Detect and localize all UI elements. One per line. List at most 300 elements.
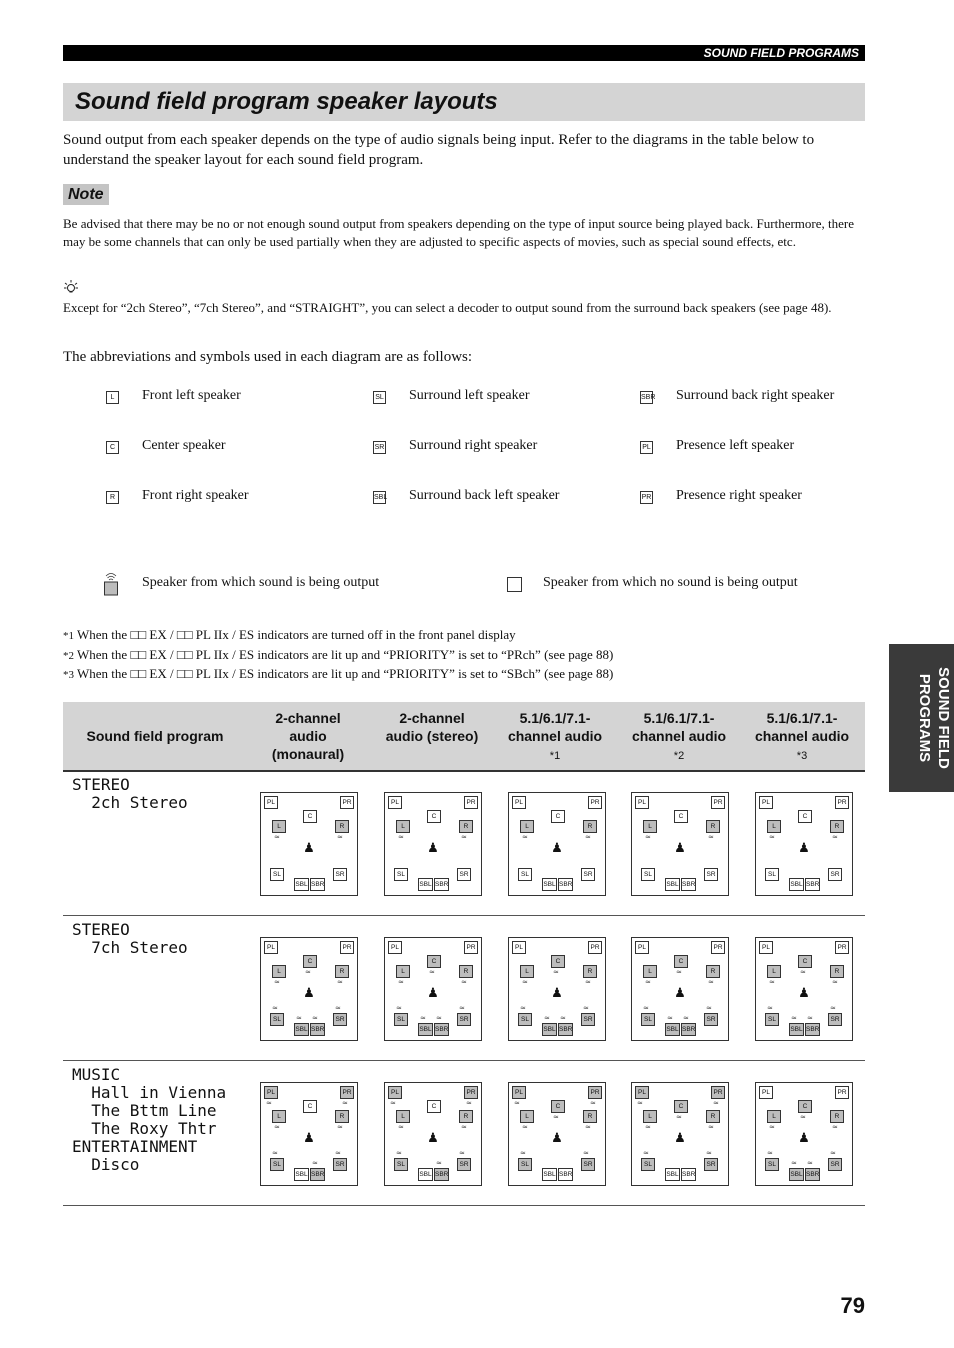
speaker-diagram [384, 792, 482, 896]
sound-wave-icon: ≈ [461, 833, 467, 841]
speaker-pr: PR [711, 796, 725, 809]
speaker-sbl: SBL [789, 1168, 804, 1181]
sound-wave-icon: ≈ [337, 1123, 343, 1131]
footnote-mark: *3 [63, 669, 74, 681]
footnote-1 [63, 626, 843, 645]
sound-wave-icon: ≈ [420, 1014, 426, 1022]
sound-wave-icon: ≈ [769, 1123, 775, 1131]
speaker-sl: SL [641, 1013, 655, 1026]
speaker-c: C [303, 810, 317, 823]
sound-wave-icon: ≈ [461, 1123, 467, 1131]
speaker-sbl: SBL [665, 1023, 680, 1036]
header-multi-1 [500, 709, 610, 765]
sound-wave-icon: ≈ [800, 1113, 806, 1121]
row-divider [63, 915, 865, 916]
speaker-l: L [396, 965, 410, 978]
header-multi-2-mark: *2 [673, 750, 685, 762]
speaker-c: C [551, 810, 565, 823]
speaker-sbr: SBR [434, 1023, 449, 1036]
sound-wave-icon: ≈ [337, 978, 343, 986]
section-label: SOUND FIELD PROGRAMS [703, 46, 859, 60]
speaker-r: R [335, 820, 349, 833]
sound-wave-icon: ≈ [645, 978, 651, 986]
header-multi-3-text: 5.1/6.1/7.1-channel audio [754, 710, 850, 744]
listener-icon: ♟ [674, 1131, 686, 1146]
abbrev-intro: The abbreviations and symbols used in each diagram are as follows: [63, 349, 473, 365]
intro-paragraph: Sound output from each speaker depends on the type of audio signals being input. Refer to the diagrams in the table below to understand the speaker layout for each sound field program. [63, 132, 815, 168]
speaker-sbr: SBR [558, 878, 573, 891]
sound-wave-icon: ≈ [296, 1014, 302, 1022]
sound-wave-icon: ≈ [522, 1123, 528, 1131]
speaker-pl: PL [635, 941, 649, 954]
speaker-sbl: SBL [294, 878, 309, 891]
speaker-c: C [674, 955, 688, 968]
sound-wave-icon: ≈ [544, 1014, 550, 1022]
side-tab-line2: PROGRAMS [916, 673, 933, 763]
speaker-c: C [798, 955, 812, 968]
speaker-sbr: SBR [434, 878, 449, 891]
program-name-line: STEREO [72, 775, 130, 794]
legend-abbr-sbl: SBL [373, 491, 386, 504]
speaker-l: L [520, 1110, 534, 1123]
speaker-r: R [830, 965, 844, 978]
speaker-pr: PR [464, 1086, 478, 1099]
sound-wave-icon: ≈ [520, 1004, 526, 1012]
speaker-sbr: SBR [434, 1168, 449, 1181]
speaker-sbl: SBL [542, 1023, 557, 1036]
header-multi-3-mark: *3 [796, 750, 808, 762]
speaker-pl: PL [388, 1086, 402, 1099]
speaker-diagram [755, 937, 853, 1041]
speaker-c: C [674, 810, 688, 823]
speaker-sr: SR [828, 1013, 842, 1026]
speaker-sbr: SBR [558, 1168, 573, 1181]
speaker-sbr: SBR [310, 1023, 325, 1036]
speaker-pl: PL [512, 941, 526, 954]
sound-wave-icon: ≈ [800, 968, 806, 976]
sound-wave-icon: ≈ [461, 978, 467, 986]
program-name-line: The Roxy Thtr [72, 1119, 217, 1138]
program-name-line: The Bttm Line [72, 1101, 217, 1120]
speaker-l: L [396, 1110, 410, 1123]
sound-wave-icon: ≈ [436, 1014, 442, 1022]
legend-abbr-r: R [106, 491, 119, 504]
sound-wave-icon: ≈ [643, 1149, 649, 1157]
sound-wave-icon: ≈ [791, 1159, 797, 1167]
speaker-sl: SL [394, 1158, 408, 1171]
speaker-sbr: SBR [310, 878, 325, 891]
speaker-sr: SR [704, 1013, 718, 1026]
speaker-pl: PL [759, 941, 773, 954]
speaker-r: R [583, 1110, 597, 1123]
header-stereo: 2-channel audio (stereo) [385, 710, 479, 744]
speaker-sl: SL [765, 1013, 779, 1026]
sound-wave-icon: ≈ [807, 1014, 813, 1022]
speaker-pr: PR [464, 941, 478, 954]
speaker-sr: SR [333, 1158, 347, 1171]
speaker-pl: PL [264, 796, 278, 809]
sound-wave-icon: ≈ [583, 1149, 589, 1157]
speaker-l: L [643, 965, 657, 978]
footnote-mark: *2 [63, 650, 74, 662]
speaker-sbl: SBL [418, 878, 433, 891]
speaker-diagram [508, 937, 606, 1041]
sound-wave-icon: ≈ [398, 1123, 404, 1131]
footnote-2 [63, 646, 843, 665]
speaker-r: R [459, 820, 473, 833]
speaker-pr: PR [464, 796, 478, 809]
listener-icon: ♟ [551, 841, 563, 856]
sound-wave-icon: ≈ [645, 1123, 651, 1131]
sound-wave-icon: ≈ [667, 1014, 673, 1022]
speaker-sr: SR [333, 868, 347, 881]
speaker-r: R [706, 965, 720, 978]
speaker-diagram [260, 792, 358, 896]
speaker-sbr: SBR [681, 878, 696, 891]
legend-abbr-sbr: SBR [640, 391, 653, 404]
sound-wave-icon: ≈ [335, 1004, 341, 1012]
speaker-sbr: SBR [681, 1023, 696, 1036]
speaker-r: R [830, 820, 844, 833]
sound-wave-icon: ≈ [274, 833, 280, 841]
header-multi-2-text: 5.1/6.1/7.1-channel audio [631, 710, 727, 744]
note-text: Be advised that there may be no or not enough sound output from speakers depending on the type of input source being played back. Furthermore, there may be some channels that can only be used partially when they are adjusted to specific aspects of movies, such as special sound effects, etc. [63, 216, 854, 249]
speaker-r: R [830, 1110, 844, 1123]
speaker-pl: PL [759, 1086, 773, 1099]
row-divider [63, 1060, 865, 1061]
program-name-line: Disco [72, 1155, 140, 1174]
listener-icon: ♟ [427, 986, 439, 1001]
sound-wave-icon: ≈ [807, 1159, 813, 1167]
sound-wave-icon: ≈ [708, 978, 714, 986]
sound-wave-icon: ≈ [585, 978, 591, 986]
speaker-sbr: SBR [558, 1023, 573, 1036]
speaker-diagram [508, 1082, 606, 1186]
listener-icon: ♟ [427, 1131, 439, 1146]
sound-wave-icon: ≈ [832, 1123, 838, 1131]
sound-wave-icon: ≈ [396, 1149, 402, 1157]
program-name [72, 1066, 226, 1174]
sound-wave-icon: ≈ [585, 833, 591, 841]
sound-wave-icon: ≈ [429, 968, 435, 976]
speaker-sbr: SBR [310, 1168, 325, 1181]
speaker-c: C [303, 1100, 317, 1113]
speaker-diagram [260, 937, 358, 1041]
speaker-c: C [798, 810, 812, 823]
listener-icon: ♟ [798, 841, 810, 856]
tip-text: Except for “2ch Stereo”, “7ch Stereo”, and “STRAIGHT”, you can select a decoder to output sound from the surround back speakers (see page 48). [63, 300, 832, 315]
sound-wave-icon: ≈ [767, 1004, 773, 1012]
sound-wave-icon: ≈ [645, 833, 651, 841]
speaker-sbl: SBL [418, 1168, 433, 1181]
speaker-r: R [335, 1110, 349, 1123]
page-title: Sound field program speaker layouts [75, 88, 498, 115]
legend-label-sl: Surround left speaker [409, 388, 530, 403]
sound-wave-icon: ≈ [585, 1123, 591, 1131]
speaker-sl: SL [765, 1158, 779, 1171]
legend-label-sr: Surround right speaker [409, 438, 538, 453]
program-name-line: ENTERTAINMENT [72, 1137, 198, 1156]
speaker-pr: PR [588, 796, 602, 809]
speaker-r: R [583, 820, 597, 833]
row-divider [63, 1205, 865, 1206]
sound-wave-icon: ≈ [335, 1149, 341, 1157]
legend-abbr-sr: SR [373, 441, 386, 454]
speaker-diagram [384, 1082, 482, 1186]
speaker-c: C [427, 810, 441, 823]
speaker-l: L [396, 820, 410, 833]
speaker-pl: PL [388, 796, 402, 809]
speaker-sr: SR [333, 1013, 347, 1026]
speaker-c: C [427, 955, 441, 968]
header-program: Sound field program [86, 728, 224, 744]
speaker-r: R [459, 1110, 473, 1123]
sound-wave-icon: ≈ [637, 1099, 643, 1107]
sound-wave-icon: ≈ [466, 1099, 472, 1107]
speaker-pl: PL [264, 1086, 278, 1099]
speaker-l: L [643, 820, 657, 833]
speaker-l: L [272, 1110, 286, 1123]
speaker-r: R [706, 820, 720, 833]
speaker-sl: SL [270, 1013, 284, 1026]
legend-label-sbr: Surround back right speaker [676, 388, 835, 403]
page-title-box [63, 83, 865, 121]
sound-wave-icon: ≈ [459, 1004, 465, 1012]
listener-icon: ♟ [798, 986, 810, 1001]
speaker-sl: SL [641, 868, 655, 881]
sound-wave-icon: ≈ [266, 1099, 272, 1107]
speaker-pl: PL [759, 796, 773, 809]
speaker-c: C [674, 1100, 688, 1113]
legend-label-c: Center speaker [142, 438, 226, 453]
legend-abbr-l: L [106, 391, 119, 404]
sound-wave-icon: ≈ [398, 833, 404, 841]
speaker-off-symbol [507, 577, 522, 592]
page-number: 79 [840, 1293, 865, 1318]
sound-wave-icon: ≈ [590, 1099, 596, 1107]
speaker-diagram [755, 792, 853, 896]
speaker-sl: SL [765, 868, 779, 881]
speaker-sr: SR [828, 1158, 842, 1171]
sound-wave-icon: ≈ [436, 1159, 442, 1167]
sound-wave-icon: ≈ [713, 1099, 719, 1107]
listener-icon: ♟ [674, 841, 686, 856]
sound-wave-icon: ≈ [830, 1149, 836, 1157]
listener-icon: ♟ [798, 1131, 810, 1146]
speaker-off-label: Speaker from which no sound is being output [543, 575, 798, 590]
speaker-sbl: SBL [294, 1023, 309, 1036]
sound-wave-icon: ≈ [396, 1004, 402, 1012]
speaker-r: R [335, 965, 349, 978]
sound-wave-icon: ≈ [514, 1099, 520, 1107]
speaker-c: C [303, 955, 317, 968]
speaker-sr: SR [704, 1158, 718, 1171]
footnote-text: When the □□ EX / □□ PL IIx / ES indicators are lit up and “PRIORITY” is set to “PRch” (see page 88) [77, 647, 614, 662]
listener-icon: ♟ [303, 1131, 315, 1146]
speaker-l: L [767, 820, 781, 833]
speaker-sbr: SBR [805, 1023, 820, 1036]
speaker-l: L [643, 1110, 657, 1123]
header-multi-2 [624, 709, 734, 765]
speaker-sr: SR [704, 868, 718, 881]
speaker-sbl: SBL [294, 1168, 309, 1181]
section-side-tab [889, 644, 954, 792]
legend-abbr-pr: PR [640, 491, 653, 504]
legend-abbr-c: C [106, 441, 119, 454]
program-name-line: 7ch Stereo [72, 938, 188, 957]
sound-wave-icon: ≈ [390, 1099, 396, 1107]
speaker-sr: SR [828, 868, 842, 881]
header-multi-3 [747, 709, 857, 765]
section-header-bar [63, 45, 865, 61]
footnote-3 [63, 665, 843, 684]
speaker-sl: SL [270, 868, 284, 881]
speaker-r: R [706, 1110, 720, 1123]
legend-label-sbl: Surround back left speaker [409, 488, 560, 503]
listener-icon: ♟ [551, 986, 563, 1001]
speaker-diagram [631, 792, 729, 896]
speaker-diagram [631, 1082, 729, 1186]
sound-wave-icon: ≈ [342, 1099, 348, 1107]
sound-wave-icon: ≈ [676, 1113, 682, 1121]
side-tab-line1: SOUND FIELD [935, 667, 952, 769]
sound-wave-icon: ≈ [769, 978, 775, 986]
speaker-l: L [272, 965, 286, 978]
speaker-sbl: SBL [789, 1023, 804, 1036]
speaker-sr: SR [581, 1013, 595, 1026]
sound-wave-icon: ≈ [832, 978, 838, 986]
speaker-c: C [427, 1100, 441, 1113]
speaker-sbl: SBL [789, 878, 804, 891]
sound-wave-icon: ≈ [522, 978, 528, 986]
sound-wave-icon: ≈ [274, 1123, 280, 1131]
listener-icon: ♟ [303, 986, 315, 1001]
sound-wave-icon: ≈ [560, 1014, 566, 1022]
speaker-r: R [459, 965, 473, 978]
speaker-sbr: SBR [805, 1168, 820, 1181]
speaker-c: C [798, 1100, 812, 1113]
speaker-pr: PR [711, 941, 725, 954]
speaker-c: C [551, 955, 565, 968]
speaker-pr: PR [711, 1086, 725, 1099]
sound-wave-icon: ≈ [708, 1123, 714, 1131]
speaker-l: L [272, 820, 286, 833]
speaker-sl: SL [641, 1158, 655, 1171]
speaker-sr: SR [457, 1013, 471, 1026]
speaker-c: C [551, 1100, 565, 1113]
speaker-l: L [767, 965, 781, 978]
header-multi-1-text: 5.1/6.1/7.1-channel audio [507, 710, 603, 744]
sound-wave-icon: ≈ [767, 1149, 773, 1157]
speaker-diagram [508, 792, 606, 896]
legend-abbr-sl: SL [373, 391, 386, 404]
header-multi-1-mark: *1 [549, 750, 561, 762]
legend-label-l: Front left speaker [142, 388, 241, 403]
listener-icon: ♟ [427, 841, 439, 856]
legend-label-r: Front right speaker [142, 488, 249, 503]
speaker-diagram [260, 1082, 358, 1186]
speaker-pr: PR [588, 941, 602, 954]
speaker-sbl: SBL [665, 1168, 680, 1181]
program-name [72, 776, 188, 812]
speaker-sr: SR [581, 1158, 595, 1171]
listener-icon: ♟ [303, 841, 315, 856]
sound-wave-icon: ≈ [553, 968, 559, 976]
program-name-line: MUSIC [72, 1065, 121, 1084]
speaker-sr: SR [581, 868, 595, 881]
speaker-diagram [384, 937, 482, 1041]
legend-abbr-pl: PL [640, 441, 653, 454]
speaker-diagram [755, 1082, 853, 1186]
speaker-l: L [520, 820, 534, 833]
speaker-sbl: SBL [542, 878, 557, 891]
speaker-sr: SR [457, 1158, 471, 1171]
sound-wave-icon: ≈ [312, 1014, 318, 1022]
legend-label-pl: Presence left speaker [676, 438, 795, 453]
speaker-l: L [520, 965, 534, 978]
speaker-sl: SL [394, 1013, 408, 1026]
sound-wave-icon: ≈ [832, 833, 838, 841]
speaker-sbl: SBL [665, 878, 680, 891]
sound-wave-icon: ≈ [706, 1149, 712, 1157]
listener-icon: ♟ [674, 986, 686, 1001]
program-name-line: STEREO [72, 920, 130, 939]
sound-wave-icon: ≈ [683, 1014, 689, 1022]
sound-wave-icon: ≈ [522, 833, 528, 841]
speaker-pl: PL [264, 941, 278, 954]
sound-wave-icon: ≈ [520, 1149, 526, 1157]
table-header [63, 702, 865, 772]
sound-wave-icon: ≈ [272, 1004, 278, 1012]
program-name-line: Hall in Vienna [72, 1083, 227, 1102]
sound-wave-icon: ≈ [337, 833, 343, 841]
speaker-pl: PL [512, 1086, 526, 1099]
listener-icon: ♟ [551, 1131, 563, 1146]
speaker-pr: PR [835, 796, 849, 809]
sound-wave-icon: ≈ [553, 1113, 559, 1121]
sound-wave-icon: ≈ [769, 833, 775, 841]
lightbulb-icon [63, 279, 79, 295]
sound-wave-icon: ≈ [791, 1014, 797, 1022]
speaker-pl: PL [512, 796, 526, 809]
speaker-sl: SL [518, 1013, 532, 1026]
speaker-on-symbol [103, 570, 119, 596]
speaker-pr: PR [835, 941, 849, 954]
sound-wave-icon: ≈ [459, 1149, 465, 1157]
speaker-sr: SR [457, 868, 471, 881]
footnote-mark: *1 [63, 630, 74, 642]
speaker-l: L [767, 1110, 781, 1123]
sound-wave-icon: ≈ [643, 1004, 649, 1012]
speaker-pl: PL [635, 796, 649, 809]
speaker-sbl: SBL [542, 1168, 557, 1181]
speaker-sbr: SBR [805, 878, 820, 891]
note-label: Note [63, 184, 109, 205]
program-name [72, 921, 188, 957]
speaker-sl: SL [518, 1158, 532, 1171]
sound-wave-icon: ≈ [274, 978, 280, 986]
sound-wave-icon: ≈ [305, 968, 311, 976]
footnote-text: When the □□ EX / □□ PL IIx / ES indicators are turned off in the front panel display [77, 627, 516, 642]
speaker-on-label: Speaker from which sound is being output [142, 575, 380, 590]
speaker-r: R [583, 965, 597, 978]
speaker-pr: PR [340, 796, 354, 809]
sound-wave-icon: ≈ [398, 978, 404, 986]
speaker-pl: PL [635, 1086, 649, 1099]
sound-wave-icon: ≈ [583, 1004, 589, 1012]
speaker-diagram [631, 937, 729, 1041]
speaker-sl: SL [394, 868, 408, 881]
